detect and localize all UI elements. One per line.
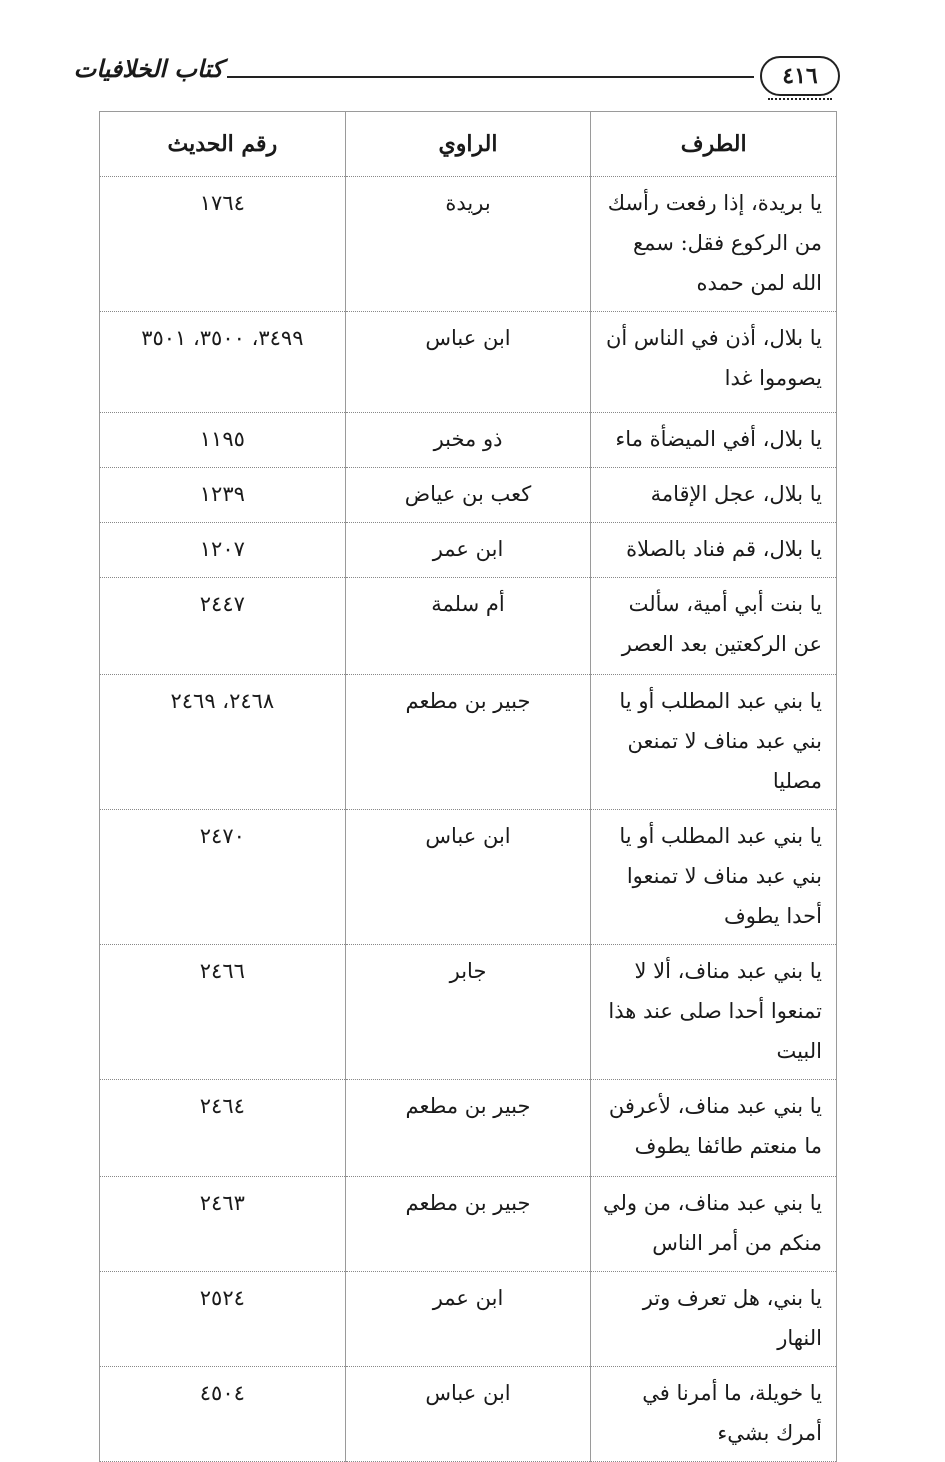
hadith-number: ٢٤٦٦ (100, 945, 346, 1080)
hadith-tarf: يا بني عبد مناف، لأعرفن ما منعتم طائفا يطوف (591, 1080, 837, 1177)
hadith-index-table (99, 111, 837, 1462)
hadith-number: ١٢٣٩ (100, 468, 346, 523)
hadith-narrator: جبير بن مطعم (345, 1080, 591, 1177)
hadith-number: ٢٤٦٤ (100, 1080, 346, 1177)
hadith-number: ٢٤٦٨، ٢٤٦٩ (100, 675, 346, 810)
hadith-tarf: يا بلال، أفي الميضأة ماء (591, 413, 837, 468)
hadith-number: ١٢٠٧ (100, 523, 346, 578)
hadith-tarf: يا بني، هل تعرف وتر النهار (591, 1272, 837, 1367)
hadith-tarf: يا بني عبد المطلب أو يا بني عبد مناف لا تمنعوا أحدا يطوف (591, 810, 837, 945)
hadith-narrator: جبير بن مطعم (345, 675, 591, 810)
table-row (100, 1367, 837, 1462)
hadith-narrator: أم سلمة (345, 578, 591, 675)
hadith-number: ١١٩٥ (100, 413, 346, 468)
table-row (100, 312, 837, 413)
table-row (100, 1272, 837, 1367)
table-row (100, 177, 837, 312)
table-row (100, 413, 837, 468)
book-title: كتاب الخلافيات (73, 54, 223, 83)
hadith-narrator: ابن عباس (345, 1367, 591, 1462)
hadith-number: ١٧٦٤ (100, 177, 346, 312)
table-row (100, 1177, 837, 1272)
hadith-number: ٢٤٧٠ (100, 810, 346, 945)
hadith-tarf: يا بنت أبي أمية، سألت عن الركعتين بعد العصر (591, 578, 837, 675)
hadith-narrator: ابن عباس (345, 810, 591, 945)
hadith-number: ٢٥٢٤ (100, 1272, 346, 1367)
table-row (100, 523, 837, 578)
page-number: ٤١٦ (760, 56, 840, 96)
table-row (100, 578, 837, 675)
hadith-narrator: ابن عمر (345, 523, 591, 578)
hadith-tarf: يا خويلة، ما أمرنا في أمرك بشيء (591, 1367, 837, 1462)
hadith-narrator: كعب بن عياض (345, 468, 591, 523)
hadith-narrator: ابن عمر (345, 1272, 591, 1367)
hadith-tarf: يا بني عبد مناف، ألا لا تمنعوا أحدا صلى عند هذا البيت (591, 945, 837, 1080)
page-header (73, 52, 840, 104)
table-row (100, 675, 837, 810)
hadith-number: ٣٤٩٩، ٣٥٠٠، ٣٥٠١ (100, 312, 346, 413)
hadith-number: ٢٤٤٧ (100, 578, 346, 675)
hadith-tarf: يا بلال، قم فناد بالصلاة (591, 523, 837, 578)
hadith-narrator: جبير بن مطعم (345, 1177, 591, 1272)
table-row (100, 945, 837, 1080)
column-header-tarf: الطرف (591, 112, 837, 177)
hadith-tarf: يا بريدة، إذا رفعت رأسك من الركوع فقل: سمع الله لمن حمده (591, 177, 837, 312)
table-row (100, 810, 837, 945)
hadith-tarf: يا بلال، أذن في الناس أن يصوموا غدا (591, 312, 837, 413)
hadith-tarf: يا بلال، عجل الإقامة (591, 468, 837, 523)
hadith-number: ٢٤٦٣ (100, 1177, 346, 1272)
table-row (100, 1080, 837, 1177)
hadith-narrator: جابر (345, 945, 591, 1080)
hadith-narrator: ذو مخبر (345, 413, 591, 468)
column-header-number: رقم الحديث (100, 112, 346, 177)
hadith-narrator: ابن عباس (345, 312, 591, 413)
table-header-row (100, 112, 837, 177)
hadith-narrator: بريدة (345, 177, 591, 312)
table-row (100, 468, 837, 523)
hadith-tarf: يا بني عبد مناف، من ولي منكم من أمر الناس (591, 1177, 837, 1272)
column-header-rawi: الراوي (345, 112, 591, 177)
hadith-number: ٤٥٠٤ (100, 1367, 346, 1462)
hadith-tarf: يا بني عبد المطلب أو يا بني عبد مناف لا تمنعن مصليا (591, 675, 837, 810)
header-divider (227, 76, 754, 78)
